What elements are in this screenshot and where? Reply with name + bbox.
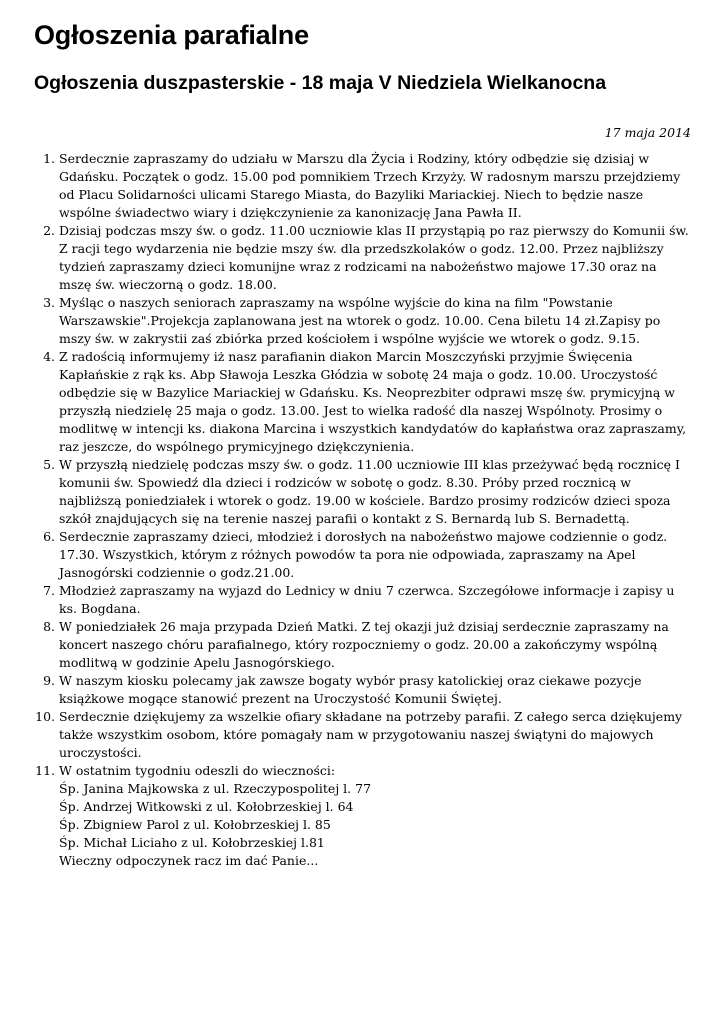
announcement-item: 4. Z radością informujemy iż nasz parafianin diakon Marcin Moszczyński przyjmie Święcenia Kapłańskie z rąk ks. Abp Sławoja Leszka Głódzia w sobotę 24 maja o godz. 10.00. Uroczystość odbędzie się w Bazylice Mariackiej w Gdańsku. Ks. Neoprezbiter odprawi mszę św. prymicyjną w przyszłą niedzielę 25 maja o godz. 13.00. Jest to wielka radość dla naszej Wspólnoty. Prosimy o modlitwę w intencji ks. diakona Marcina i wszystkich kandydatów do kapłaństwa oraz zapraszamy, raz jeszcze, do wspólnego prymicyjnego dziękczynienia. xyxy=(59,348,691,456)
announcement-item: 6. Serdecznie zapraszamy dzieci, młodzież i dorosłych na nabożeństwo majowe codziennie o godz. 17.30. Wszystkich, którym z różnych powodów ta pora nie odpowiada, zapraszamy na Apel Jasnogórski codziennie o godz.21.00. xyxy=(59,528,691,582)
announcement-item: 10. Serdecznie dziękujemy za wszelkie ofiary składane na potrzeby parafii. Z całego serca dziękujemy także wszystkim osobom, które pomagały nam w przygotowaniu naszej świątyni do majowych uroczystości. xyxy=(59,708,691,762)
obituary-closing: Wieczny odpoczynek racz im dać Panie... xyxy=(59,853,319,868)
announcements-list xyxy=(34,150,691,870)
obituary-item xyxy=(59,762,691,870)
obituary-entry: Śp. Michał Liciaho z ul. Kołobrzeskiej l.81 xyxy=(59,835,325,850)
announcement-item: 9. W naszym kiosku polecamy jak zawsze bogaty wybór prasy katolickiej oraz ciekawe pozycje książkowe mogące stanowić prezent na Uroczystość Komunii Świętej. xyxy=(59,672,691,708)
obituary-entry: Śp. Andrzej Witkowski z ul. Kołobrzeskiej l. 64 xyxy=(59,799,354,814)
publication-date: 17 maja 2014 xyxy=(604,125,691,140)
announcement-item: 5. W przyszłą niedzielę podczas mszy św. o godz. 11.00 uczniowie III klas przeżywać będą rocznicę I komunii św. Spowiedź dla dzieci i rodziców w sobotę o godz. 8.30. Próby przed rocznicą w najbliższą poniedziałek i wtorek o godz. 19.00 w kościele. Bardzo prosimy rodziców dzieci spoza szkół znajdujących się na terenie naszej parafii o kontakt z S. Bernardą lub S. Bernadettą. xyxy=(59,456,691,528)
announcement-item: 3. Myśląc o naszych seniorach zapraszamy na wspólne wyjście do kina na film "Powstanie Warszawskie".Projekcja zaplanowana jest na wtorek o godz. 10.00. Cena biletu 14 zł.Zapisy po mszy św. w zakrystii zaś zbiórka przed kościołem i wspólne wyjście we wtorek o godz. 9.15. xyxy=(59,294,691,348)
page-title: Ogłoszenia parafialne xyxy=(34,20,309,50)
obituary-entry: Śp. Zbigniew Parol z ul. Kołobrzeskiej l. 85 xyxy=(59,817,331,832)
obituary-intro: 11. W ostatnim tygodniu odeszli do wieczności: xyxy=(59,763,336,778)
announcement-item: 2. Dzisiaj podczas mszy św. o godz. 11.00 uczniowie klas II przystąpią po raz pierwszy do Komunii św. Z racji tego wydarzenia nie będzie mszy św. dla przedszkolaków o godz. 12.00. Przez najbliższy tydzień zapraszamy dzieci komunijne wraz z rodzicami na nabożeństwo majowe 17.30 oraz na mszę św. wieczorną o godz. 18.00. xyxy=(59,222,691,294)
announcement-item: 8. W poniedziałek 26 maja przypada Dzień Matki. Z tej okazji już dzisiaj serdecznie zapraszamy na koncert naszego chóru parafialnego, który rozpoczniemy o godz. 20.00 a zakończymy wspólną modlitwą w godzinie Apelu Jasnogórskiego. xyxy=(59,618,691,672)
obituary-entry: Śp. Janina Majkowska z ul. Rzeczypospolitej l. 77 xyxy=(59,781,372,796)
announcement-item: 1. Serdecznie zapraszamy do udziału w Marszu dla Życia i Rodziny, który odbędzie się dzisiaj w Gdańsku. Początek o godz. 15.00 pod pomnikiem Trzech Krzyży. W radosnym marszu przejdziemy od Placu Solidarności ulicami Starego Miasta, do Bazyliki Mariackiej. Niech to będzie nasze wspólne świadectwo wiary i dziękczynienie za kanonizację Jana Pawła II. xyxy=(59,150,691,222)
announcement-item: 7. Młodzież zapraszamy na wyjazd do Lednicy w dniu 7 czerwca. Szczegółowe informacje i zapisy u ks. Bogdana. xyxy=(59,582,691,618)
announcements-subtitle: Ogłoszenia duszpasterskie - 18 maja V Niedziela Wielkanocna xyxy=(34,72,607,94)
